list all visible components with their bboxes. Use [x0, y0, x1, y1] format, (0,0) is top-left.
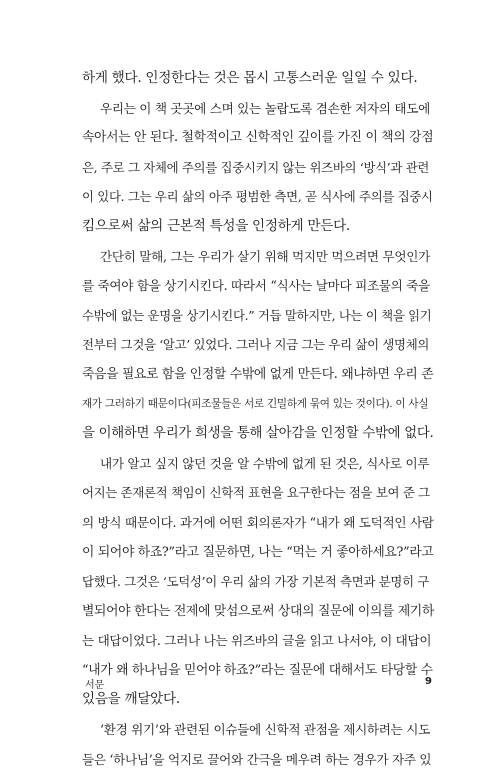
text-line: 있음을 깨달았다. — [82, 691, 180, 708]
text-line: 전부터 그것을 ‘알고’ 있었다. 그러나 지금 그는 우리 삶이 생명체의 — [82, 337, 430, 353]
text-line: 속아서는 안 된다. 철학적이고 신학적인 깊이를 가진 이 책의 강점 — [82, 130, 434, 146]
text-line: 어지는 존재론적 책임이 신학적 표현을 요구한다는 점을 보여 준 그 — [82, 485, 430, 501]
paragraph — [82, 449, 434, 715]
text-line: 내가 알고 싶지 않던 것을 알 수밖에 없게 된 것은, 식사로 이루 — [100, 455, 430, 471]
text-line: 의 방식 때문이다. 과거에 어떤 회의론자가 “내가 왜 도덕적인 사람 — [82, 514, 434, 530]
running-footer-section: 서문 — [85, 680, 105, 691]
paragraph — [82, 242, 434, 449]
text-line: 는 대답이었다. 그러나 나는 위즈바의 글을 읽고 나서야, 이 대답이 — [82, 633, 432, 649]
text-line: 우리는 이 책 곳곳에 스며 있는 놀랍도록 겸손한 저자의 태도에 — [100, 100, 430, 116]
text-line: 은, 주로 그 자체에 주의를 집중시키지 않는 위즈바의 ‘방식’과 관련 — [82, 159, 430, 175]
paragraph — [82, 64, 434, 94]
text-line: ‘환경 위기’와 관련된 이슈들에 신학적 관점을 제시하려는 시도 — [100, 722, 430, 738]
text-line: 죽음을 필요로 함을 인정할 수밖에 없게 만든다. 왜냐하면 우리 존 — [82, 366, 434, 382]
text-line: 하게 했다. 인정한다는 것은 몹시 고통스러운 일일 수 있다. — [82, 70, 418, 86]
text-line: 재가 그러하기 때문이다(피조물들은 서로 긴밀하게 묶여 있는 것이다). 이 사실 — [82, 397, 429, 410]
text-line: 를 죽여야 함을 상기시킨다. 따라서 “식사는 날마다 피조물의 죽을 — [82, 278, 430, 294]
text-line: 킴으로써 삶의 근본적 특성을 인정하게 만든다. — [82, 217, 350, 234]
page-number: 9 — [425, 676, 432, 687]
paragraph — [82, 94, 434, 242]
text-line: 이 있다. 그는 우리 삶의 아주 평범한 측면, 곧 식사에 주의를 집중시 — [82, 189, 433, 205]
text-line: 별되어야 한다는 전제에 맞섬으로써 상대의 질문에 이의를 제기하 — [82, 603, 435, 619]
text-line: 들은 ‘하나님’을 억지로 끌어와 간극을 메우려 하는 경우가 자주 있 — [82, 751, 432, 767]
text-line: 수밖에 없는 운명을 상기시킨다.” 거듭 말하지만, 나는 이 책을 읽기 — [82, 307, 432, 323]
text-line: 답했다. 그것은 ‘도덕성’이 우리 삶의 가장 기본적 측면과 분명히 구 — [82, 574, 430, 590]
body-text — [82, 64, 434, 774]
text-line: 을 이해하면 우리가 희생을 통해 살아감을 인정할 수밖에 없다. — [82, 426, 434, 442]
text-line: “내가 왜 하나님을 믿어야 하죠?”라는 질문에 대해서도 타당할 수 — [82, 662, 433, 678]
text-line: 이 되어야 하죠?”라고 질문하면, 나는 “먹는 거 좋아하세요?”라고 — [82, 544, 434, 560]
text-line: 간단히 말해, 그는 우리가 살기 위해 먹지만 먹으려면 무엇인가 — [100, 248, 430, 264]
